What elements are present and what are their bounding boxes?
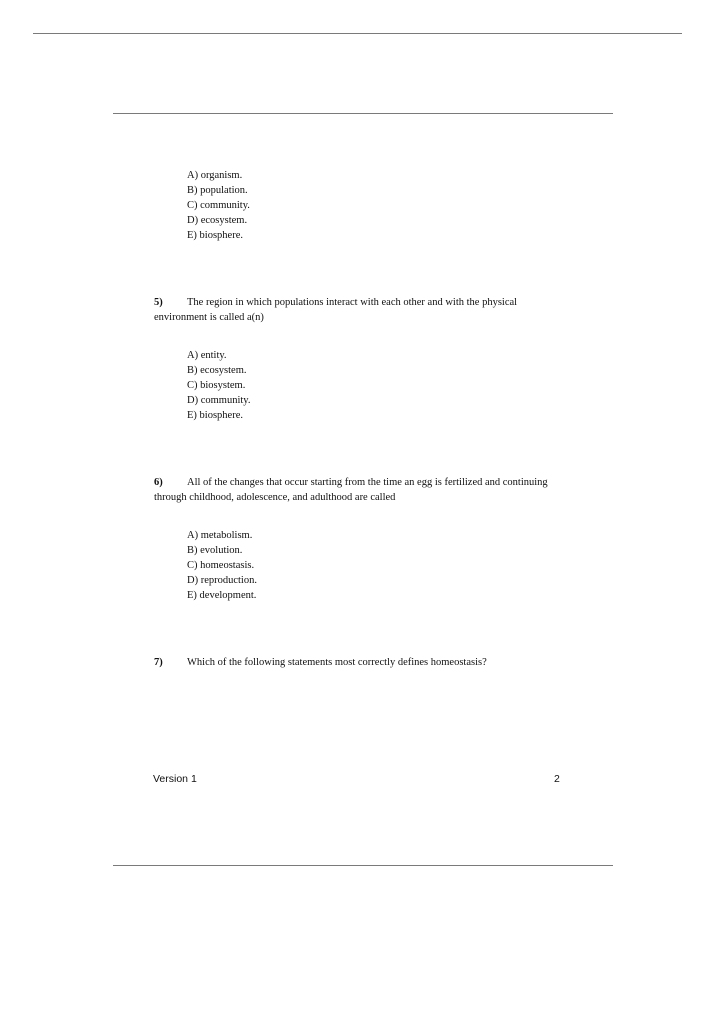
- question-5: [154, 295, 584, 325]
- q5-number: 5): [154, 297, 163, 308]
- q6-options: [187, 528, 257, 603]
- footer-page-number: 2: [554, 773, 560, 785]
- q4-option-d: D) ecosystem.: [187, 215, 248, 226]
- question-6: [154, 475, 584, 505]
- q4-option-b: B) population.: [187, 185, 248, 196]
- q4-option-c: C) community.: [187, 200, 250, 211]
- q6-option-d: D) reproduction.: [187, 575, 257, 586]
- q5-text-line1: The region in which populations interact with each other and with the physical: [187, 297, 518, 308]
- q5-option-a: A) entity.: [187, 350, 227, 361]
- q6-text-line1: All of the changes that occur starting from the time an egg is fertilized and continuing: [187, 477, 548, 488]
- q6-option-a: A) metabolism.: [187, 530, 253, 541]
- footer-version: Version 1: [153, 773, 197, 785]
- q4-option-e: E) biosphere.: [187, 230, 243, 241]
- header-rule: [113, 113, 613, 114]
- page-top-rule: [33, 33, 682, 34]
- q6-option-c: C) homeostasis.: [187, 560, 255, 571]
- q5-text-line2: environment is called a(n): [154, 312, 264, 323]
- q4-options: [187, 168, 250, 243]
- q4-option-a: A) organism.: [187, 170, 243, 181]
- q7-text-line1: Which of the following statements most correctly defines homeostasis?: [187, 657, 487, 668]
- q5-option-b: B) ecosystem.: [187, 365, 247, 376]
- q6-number: 6): [154, 477, 163, 488]
- q6-text-line2: through childhood, adolescence, and adulthood are called: [154, 492, 396, 503]
- q7-number: 7): [154, 657, 163, 668]
- footer-rule: [113, 865, 613, 866]
- question-7: [154, 655, 584, 670]
- q5-option-e: E) biosphere.: [187, 410, 243, 421]
- q6-option-e: E) development.: [187, 590, 257, 601]
- q5-options: [187, 348, 250, 423]
- q5-option-c: C) biosystem.: [187, 380, 246, 391]
- q5-option-d: D) community.: [187, 395, 251, 406]
- q6-option-b: B) evolution.: [187, 545, 243, 556]
